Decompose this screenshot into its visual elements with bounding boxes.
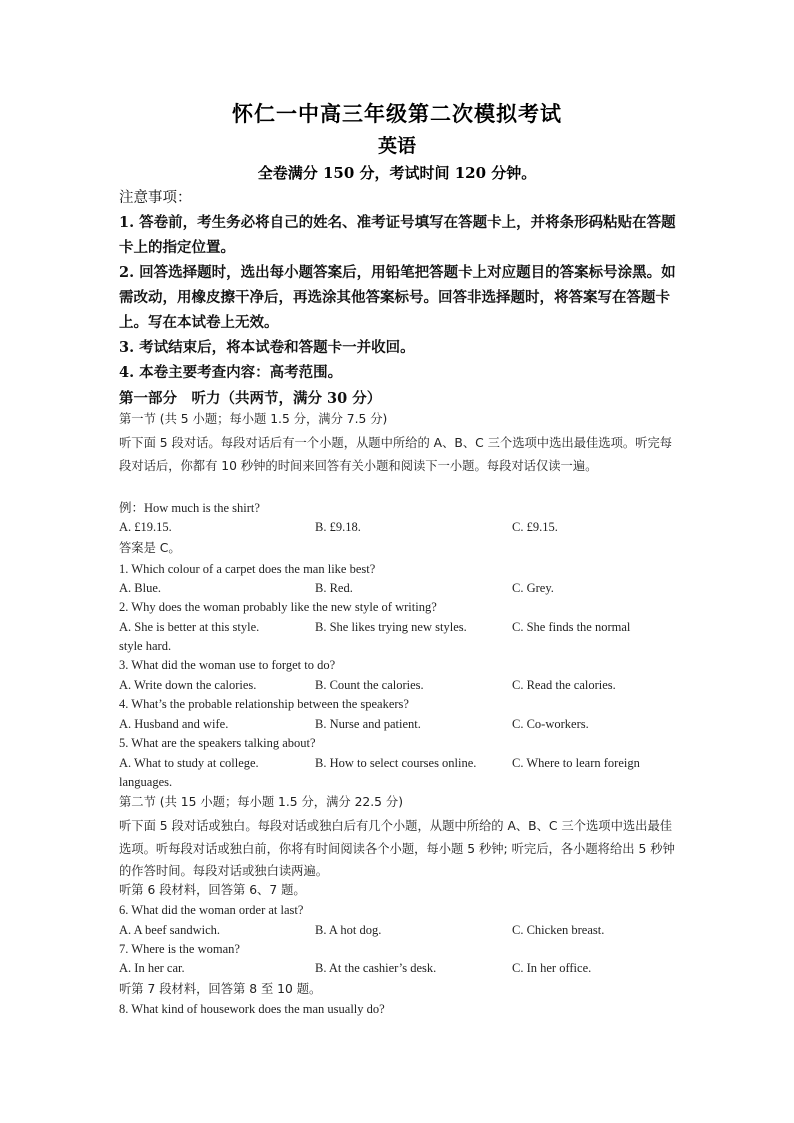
section1-title: 第一节 (共 5 小题；每小题 1.5 分，满分 7.5 分) [119, 412, 388, 426]
section2-title: 第二节 (共 15 小题；每小题 1.5 分，满分 22.5 分) [119, 795, 403, 809]
question-2: 2. Why does the woman probably like the new style of writing? [119, 600, 437, 614]
q7-option-c: C. In her office. [512, 961, 592, 975]
example-question: 例：How much is the shirt? [119, 501, 260, 515]
q1-option-a: A. Blue. [119, 581, 162, 595]
question-1: 1. Which colour of a carpet does the man like best? [119, 562, 376, 576]
exam-title: 怀仁一中高三年级第二次模拟考试 [232, 101, 562, 126]
q2-option-b: B. She likes trying new styles. [315, 620, 467, 634]
part1-title: 第一部分 听力（共两节，满分 30 分） [119, 390, 382, 407]
q5-option-c: C. Where to learn foreign [512, 756, 640, 770]
example-option-c: C. £9.15. [512, 520, 558, 534]
section2-instructions: 听下面 5 段对话或独白。每段对话或独白后有几个小题，从题中所给的 A、B、C 三个选项中选出最佳选项。听每段对话或独白前，你将有时间阅读各个小题，每小题 5 秒钟; 听完后，各小题将给出 5 秒钟的作答时间。每段对话或独白读两遍。 [119, 819, 675, 878]
material-6-heading: 听第 6 段材料，回答第 6、7 题。 [119, 883, 306, 897]
question-3: 3. What did the woman use to forget to do? [119, 658, 336, 672]
note-item-1: 1. 答卷前，考生务必将自己的姓名、准考证号填写在答题卡上，并将条形码粘贴在答题卡上的指定位置。 [119, 214, 676, 256]
q5-option-a: A. What to study at college. [119, 756, 259, 770]
material-7-heading: 听第 7 段材料，回答第 8 至 10 题。 [119, 982, 322, 996]
q2-option-c-continued: style hard. [119, 639, 172, 653]
q5-option-c-continued: languages. [119, 775, 173, 789]
q2-option-a: A. She is better at this style. [119, 620, 260, 634]
question-4: 4. What’s the probable relationship between the speakers? [119, 697, 409, 711]
question-5: 5. What are the speakers talking about? [119, 736, 316, 750]
q1-option-b: B. Red. [315, 581, 353, 595]
question-6: 6. What did the woman order at last? [119, 903, 304, 917]
question-8: 8. What kind of housework does the man usually do? [119, 1002, 385, 1016]
q4-option-c: C. Co-workers. [512, 717, 589, 731]
notes-heading: 注意事项： [119, 190, 192, 206]
q6-option-a: A. A beef sandwich. [119, 923, 221, 937]
example-option-a: A. £19.15. [119, 520, 172, 534]
note-item-3: 3. 考试结束后，将本试卷和答题卡一并收回。 [119, 339, 415, 356]
example-answer: 答案是 C。 [119, 541, 181, 555]
q4-option-b: B. Nurse and patient. [315, 717, 421, 731]
q2-option-c: C. She finds the normal [512, 620, 631, 634]
q3-option-a: A. Write down the calories. [119, 678, 257, 692]
q3-option-c: C. Read the calories. [512, 678, 616, 692]
q6-option-c: C. Chicken breast. [512, 923, 605, 937]
question-7: 7. Where is the woman? [119, 942, 240, 956]
q5-option-b: B. How to select courses online. [315, 756, 477, 770]
example-option-b: B. £9.18. [315, 520, 361, 534]
q3-option-b: B. Count the calories. [315, 678, 424, 692]
q7-option-a: A. In her car. [119, 961, 185, 975]
subject-title: 英语 [377, 135, 416, 157]
exam-info: 全卷满分 150 分，考试时间 120 分钟。 [257, 164, 537, 182]
note-item-4: 4. 本卷主要考查内容：高考范围。 [119, 364, 343, 381]
q6-option-b: B. A hot dog. [315, 923, 382, 937]
note-item-2: 2. 回答选择题时，选出每小题答案后，用铅笔把答题卡上对应题目的答案标号涂黑。如需改动，用橡皮擦干净后，再选涂其他答案标号。回答非选择题时，将答案写在答题卡上。写在本试卷上无效。 [119, 264, 676, 331]
section1-instructions: 听下面 5 段对话。每段对话后有一个小题，从题中所给的 A、B、C 三个选项中选出最佳选项。听完每段对话后，你都有 10 秒钟的时间来回答有关小题和阅读下一小题。每段对话仅读一遍。 [119, 436, 673, 473]
q1-option-c: C. Grey. [512, 581, 554, 595]
q4-option-a: A. Husband and wife. [119, 717, 229, 731]
q7-option-b: B. At the cashier’s desk. [315, 961, 437, 975]
